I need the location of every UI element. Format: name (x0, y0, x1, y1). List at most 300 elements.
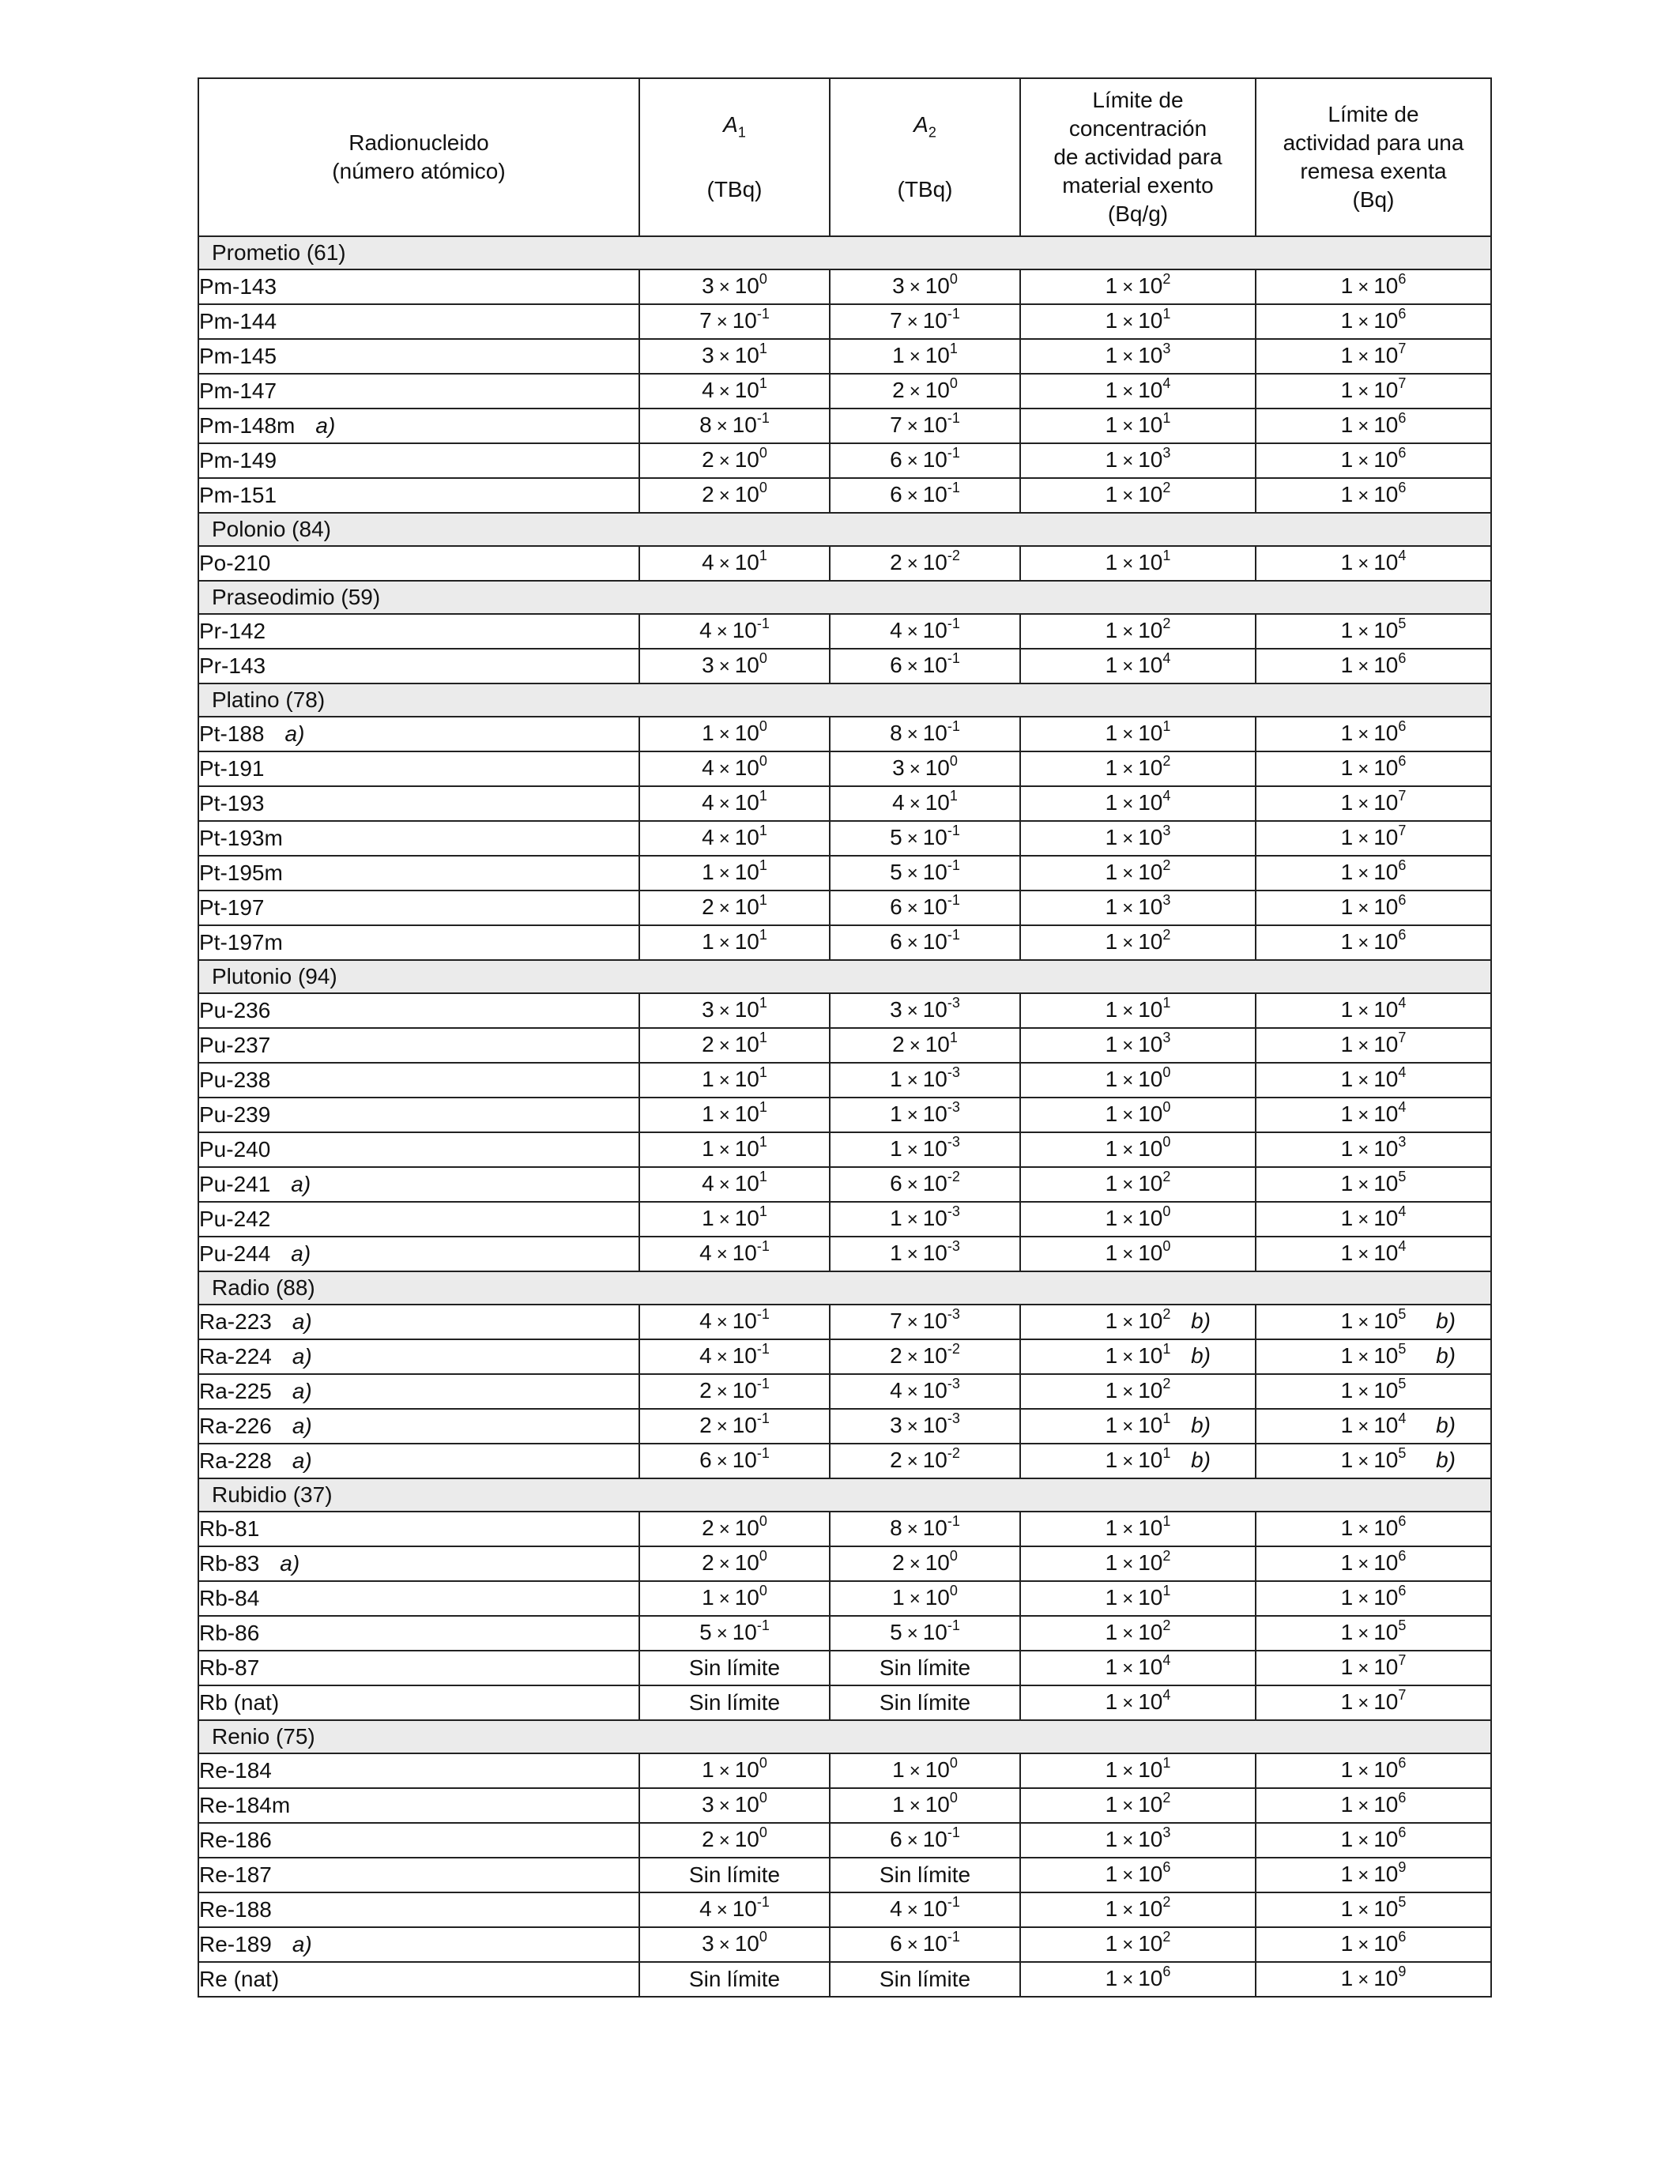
times-symbol: × (1358, 828, 1369, 849)
mantissa: 1 (1340, 550, 1354, 574)
base-ten: 10 (734, 653, 759, 677)
base-ten: 10 (922, 825, 947, 849)
value-cell (830, 1444, 1020, 1478)
value-cell (1020, 1237, 1256, 1271)
mantissa: 1 (1105, 1516, 1118, 1540)
times-symbol: × (1122, 932, 1134, 954)
nuclide-name: Ra-224 (199, 1344, 272, 1369)
exponent: 3 (1162, 1030, 1171, 1045)
nuclide-name: Pm-143 (199, 274, 277, 299)
value-cell (1020, 786, 1256, 821)
value-cell (639, 1616, 830, 1651)
mantissa: 5 (890, 860, 902, 884)
times-symbol: × (1122, 1760, 1134, 1782)
exponent: 1 (1162, 1410, 1171, 1426)
times-symbol: × (1122, 898, 1134, 919)
mantissa: 1 (1105, 1966, 1118, 1990)
value-cell (1020, 304, 1256, 339)
base-ten: 10 (925, 1792, 950, 1817)
nuclide-cell (198, 1962, 639, 1997)
value-cell (830, 1685, 1020, 1720)
times-symbol: × (1122, 1416, 1134, 1437)
exponent: 1 (1162, 306, 1171, 322)
value-cell (1256, 1546, 1491, 1581)
base-ten: 10 (734, 1101, 759, 1126)
times-symbol: × (909, 277, 921, 298)
table-row (198, 1305, 1491, 1339)
value-cell (1256, 443, 1491, 478)
mantissa: 2 (890, 550, 902, 574)
times-symbol: × (906, 621, 918, 642)
exponent: 1 (1162, 1583, 1171, 1598)
nuclide-cell (198, 1444, 639, 1478)
base-ten: 10 (1373, 790, 1399, 815)
exponent: -1 (756, 1341, 770, 1357)
exponent: 4 (1398, 1410, 1407, 1426)
value-cell (639, 614, 830, 649)
times-symbol: × (718, 898, 730, 919)
value-cell (1256, 1927, 1491, 1962)
base-ten: 10 (732, 1413, 757, 1437)
times-symbol: × (1358, 1105, 1369, 1126)
mantissa: 4 (699, 1343, 712, 1368)
exponent: -2 (947, 1445, 960, 1461)
nuclide-name: Pt-193 (199, 791, 265, 815)
exponent: 1 (1162, 718, 1171, 734)
nuclide-cell (198, 856, 639, 891)
value-cell (1020, 546, 1256, 581)
value-cell (830, 1028, 1020, 1063)
group-row (198, 1478, 1491, 1512)
base-ten: 10 (1373, 447, 1399, 472)
mantissa: 1 (892, 1585, 905, 1610)
footnote-marker: a) (280, 1551, 300, 1576)
base-ten: 10 (732, 618, 757, 642)
value-cell (830, 1616, 1020, 1651)
table-row (198, 1823, 1491, 1858)
mantissa: 1 (1340, 755, 1354, 780)
mantissa: 5 (699, 1620, 712, 1644)
nuclide-name: Ra-228 (199, 1448, 272, 1473)
times-symbol: × (718, 1760, 730, 1782)
times-symbol: × (718, 1830, 730, 1851)
mantissa: 1 (1105, 1378, 1118, 1403)
mantissa: 1 (1340, 1827, 1354, 1851)
exponent: -1 (947, 445, 960, 461)
base-ten: 10 (925, 755, 950, 780)
mantissa: 1 (1105, 447, 1118, 472)
exponent: -1 (947, 1894, 960, 1910)
base-ten: 10 (1373, 997, 1399, 1022)
mantissa: 1 (1105, 1931, 1118, 1956)
base-ten: 10 (732, 1343, 757, 1368)
base-ten: 10 (734, 1931, 759, 1956)
mantissa: 1 (1340, 1309, 1354, 1333)
times-symbol: × (718, 724, 730, 745)
mantissa: 1 (1340, 790, 1354, 815)
mantissa: 8 (890, 721, 902, 745)
base-ten: 10 (1138, 308, 1163, 333)
times-symbol: × (1358, 1760, 1369, 1782)
group-row (198, 1271, 1491, 1305)
exponent: 0 (1162, 1064, 1171, 1080)
value-cell (1020, 1028, 1256, 1063)
times-symbol: × (1358, 1658, 1369, 1679)
mantissa: 1 (702, 1757, 714, 1782)
table-row (198, 1788, 1491, 1823)
mantissa: 1 (1340, 825, 1354, 849)
value-cell (1256, 1616, 1491, 1651)
value-cell (1256, 786, 1491, 821)
times-symbol: × (716, 621, 728, 642)
value-cell (1020, 821, 1256, 856)
times-symbol: × (718, 485, 730, 506)
table-row (198, 443, 1491, 478)
base-ten: 10 (1373, 1378, 1399, 1403)
exponent: 1 (949, 1030, 958, 1045)
base-ten: 10 (1373, 1620, 1399, 1644)
value-cell (639, 1581, 830, 1616)
base-ten: 10 (1138, 1206, 1163, 1230)
header-conc-line: material exento (1062, 173, 1214, 198)
exponent: -3 (947, 1306, 960, 1322)
mantissa: 4 (699, 1896, 712, 1921)
exponent: 2 (1162, 1617, 1171, 1633)
group-name: Plutonio (94) (198, 960, 1491, 993)
exponent: 4 (1162, 650, 1171, 666)
base-ten: 10 (1138, 1241, 1163, 1265)
nuclide-name: Rb-83 (199, 1551, 260, 1576)
base-ten: 10 (734, 894, 759, 919)
exponent: -1 (947, 306, 960, 322)
exponent: 1 (759, 823, 767, 838)
times-symbol: × (718, 1553, 730, 1575)
value-cell (1020, 1858, 1256, 1892)
nuclide-name: Pm-151 (199, 483, 277, 507)
table-row (198, 717, 1491, 751)
mantissa: 4 (890, 1896, 902, 1921)
nuclide-name: Pt-197 (199, 895, 265, 920)
exponent: 6 (1398, 1790, 1407, 1806)
nuclide-cell (198, 717, 639, 751)
times-symbol: × (716, 1416, 728, 1437)
nuclide-cell (198, 546, 639, 581)
exponent: 3 (1162, 1824, 1171, 1840)
nuclide-name: Pm-149 (199, 448, 277, 473)
nuclide-name: Ra-223 (199, 1309, 272, 1334)
exponent: 9 (1398, 1964, 1407, 1979)
value-cell (830, 1927, 1020, 1962)
mantissa: 1 (1105, 1343, 1118, 1368)
value-cell (830, 478, 1020, 513)
value-cell (1256, 856, 1491, 891)
mantissa: 2 (890, 1343, 902, 1368)
value-cell (1256, 1444, 1491, 1478)
times-symbol: × (1358, 1969, 1369, 1990)
exponent: 0 (949, 375, 958, 391)
exponent: 6 (1398, 1583, 1407, 1598)
exponent: -1 (756, 410, 770, 426)
nuclide-name: Pt-191 (199, 756, 265, 781)
value-cell (1020, 1892, 1256, 1927)
no-limit-text: Sin límite (688, 1655, 781, 1680)
nuclide-name: Pu-240 (199, 1137, 271, 1162)
mantissa: 1 (1340, 1655, 1354, 1679)
times-symbol: × (906, 724, 918, 745)
mantissa: 6 (890, 929, 902, 954)
base-ten: 10 (1373, 1032, 1399, 1056)
base-ten: 10 (734, 721, 759, 745)
nuclide-name: Pu-239 (199, 1102, 271, 1127)
mantissa: 4 (702, 790, 714, 815)
times-symbol: × (1358, 1865, 1369, 1886)
base-ten: 10 (1373, 721, 1399, 745)
times-symbol: × (1358, 1588, 1369, 1610)
mantissa: 1 (702, 721, 714, 745)
exponent: 2 (1162, 1306, 1171, 1322)
value-cell (1256, 304, 1491, 339)
times-symbol: × (1358, 1900, 1369, 1921)
times-symbol: × (1122, 450, 1134, 472)
exponent: 2 (1162, 1376, 1171, 1391)
base-ten: 10 (1138, 997, 1163, 1022)
mantissa: 1 (1340, 1896, 1354, 1921)
mantissa: 4 (702, 755, 714, 780)
mantissa: 3 (890, 1413, 902, 1437)
base-ten: 10 (1373, 378, 1399, 402)
value-cell (1020, 1444, 1256, 1478)
exponent: -1 (947, 410, 960, 426)
mantissa: 1 (1340, 1378, 1354, 1403)
times-symbol: × (1122, 1519, 1134, 1540)
mantissa: 1 (1340, 1413, 1354, 1437)
exponent: 2 (1162, 616, 1171, 631)
value-cell (830, 1512, 1020, 1546)
mantissa: 1 (892, 343, 905, 367)
exponent: 6 (1398, 892, 1407, 908)
mantissa: 1 (1105, 412, 1118, 437)
mantissa: 1 (1105, 755, 1118, 780)
value-cell (1020, 1063, 1256, 1098)
times-symbol: × (1122, 759, 1134, 780)
exponent: -3 (947, 1064, 960, 1080)
footnote-marker: a) (292, 1414, 312, 1438)
base-ten: 10 (1138, 1136, 1163, 1161)
nuclide-name: Re-189 (199, 1932, 272, 1956)
value-cell (830, 1651, 1020, 1685)
value-cell (639, 1858, 830, 1892)
base-ten: 10 (1373, 273, 1399, 298)
table-row (198, 1858, 1491, 1892)
base-ten: 10 (1373, 1757, 1399, 1782)
times-symbol: × (1122, 863, 1134, 884)
value-cell (1256, 546, 1491, 581)
footnote-marker: a) (292, 1379, 312, 1403)
times-symbol: × (1358, 759, 1369, 780)
base-ten: 10 (922, 412, 947, 437)
base-ten: 10 (922, 1206, 947, 1230)
mantissa: 2 (702, 482, 714, 506)
value-cell (830, 1374, 1020, 1409)
value-cell (1020, 1581, 1256, 1616)
base-ten: 10 (1373, 1516, 1399, 1540)
value-cell (1020, 1546, 1256, 1581)
mantissa: 1 (1340, 1101, 1354, 1126)
times-symbol: × (716, 1244, 728, 1265)
group-row (198, 513, 1491, 546)
base-ten: 10 (1373, 618, 1399, 642)
exponent: 4 (1398, 1099, 1407, 1115)
times-symbol: × (718, 1795, 730, 1817)
exponent: 1 (759, 995, 767, 1011)
footnote-marker: a) (292, 1932, 312, 1956)
times-symbol: × (906, 1244, 918, 1265)
base-ten: 10 (925, 1585, 950, 1610)
mantissa: 6 (699, 1448, 712, 1472)
base-ten: 10 (1373, 1413, 1399, 1437)
mantissa: 7 (890, 308, 902, 333)
times-symbol: × (716, 416, 728, 437)
no-limit-text: Sin límite (688, 1862, 781, 1887)
times-symbol: × (1358, 1209, 1369, 1230)
exponent: 0 (759, 718, 767, 734)
exponent: 2 (1162, 1929, 1171, 1945)
base-ten: 10 (734, 1516, 759, 1540)
header-concentration-limit (1020, 78, 1256, 236)
value-cell (639, 856, 830, 891)
header-radionuclide (198, 78, 639, 236)
nuclide-cell (198, 374, 639, 409)
mantissa: 1 (1105, 1171, 1118, 1196)
mantissa: 1 (1340, 378, 1354, 402)
value-cell (1256, 1512, 1491, 1546)
exponent: 4 (1398, 995, 1407, 1011)
nuclide-cell (198, 1374, 639, 1409)
mantissa: 1 (1340, 447, 1354, 472)
times-symbol: × (718, 1139, 730, 1161)
value-cell (830, 925, 1020, 960)
times-symbol: × (716, 1312, 728, 1333)
mantissa: 2 (702, 1550, 714, 1575)
base-ten: 10 (925, 343, 950, 367)
times-symbol: × (1358, 1035, 1369, 1056)
times-symbol: × (1122, 1900, 1134, 1921)
mantissa: 3 (892, 273, 905, 298)
exponent: 0 (759, 271, 767, 287)
mantissa: 1 (892, 1757, 905, 1782)
value-cell (1256, 1651, 1491, 1685)
exponent: 5 (1398, 616, 1407, 631)
times-symbol: × (718, 863, 730, 884)
mantissa: 1 (1105, 1689, 1118, 1714)
base-ten: 10 (922, 1136, 947, 1161)
mantissa: 3 (702, 653, 714, 677)
times-symbol: × (718, 381, 730, 402)
exponent: 1 (1162, 1755, 1171, 1771)
base-ten: 10 (1373, 482, 1399, 506)
times-symbol: × (906, 932, 918, 954)
base-ten: 10 (1373, 653, 1399, 677)
header-conc-line: de actividad para (1053, 145, 1222, 169)
nuclide-cell (198, 1616, 639, 1651)
group-row (198, 960, 1491, 993)
exponent: -1 (756, 1306, 770, 1322)
times-symbol: × (1122, 553, 1134, 574)
times-symbol: × (1358, 1623, 1369, 1644)
nuclide-name: Rb-81 (199, 1516, 260, 1541)
value-cell (830, 374, 1020, 409)
nuclide-name: Rb (nat) (199, 1690, 280, 1715)
nuclide-cell (198, 1927, 639, 1962)
table-row (198, 269, 1491, 304)
exponent: 6 (1398, 857, 1407, 873)
base-ten: 10 (922, 482, 947, 506)
value-cell (1020, 1651, 1256, 1685)
nuclide-cell (198, 1167, 639, 1202)
nuclide-cell (198, 1581, 639, 1616)
mantissa: 1 (1340, 721, 1354, 745)
footnote-marker: a) (315, 413, 336, 438)
nuclide-cell (198, 478, 639, 513)
mantissa: 1 (702, 1067, 714, 1091)
times-symbol: × (909, 1588, 921, 1610)
mantissa: 4 (702, 378, 714, 402)
value-cell (1020, 1202, 1256, 1237)
exponent: 6 (1398, 1548, 1407, 1564)
exponent: 1 (1162, 995, 1171, 1011)
mantissa: 1 (1105, 790, 1118, 815)
exponent: 6 (1398, 718, 1407, 734)
base-ten: 10 (1373, 1966, 1399, 1990)
exponent: -1 (947, 480, 960, 495)
base-ten: 10 (1138, 1655, 1163, 1679)
value-cell (1020, 1305, 1256, 1339)
mantissa: 1 (702, 860, 714, 884)
exponent: -1 (756, 616, 770, 631)
base-ten: 10 (1373, 1931, 1399, 1956)
table-row (198, 1339, 1491, 1374)
base-ten: 10 (1138, 378, 1163, 402)
exponent: -1 (947, 823, 960, 838)
base-ten: 10 (1138, 618, 1163, 642)
value-cell (1256, 1167, 1491, 1202)
value-cell (1020, 1512, 1256, 1546)
base-ten: 10 (1373, 1585, 1399, 1610)
value-cell (830, 1962, 1020, 1997)
base-ten: 10 (1373, 1689, 1399, 1714)
exponent: -1 (756, 1238, 770, 1254)
value-cell (1020, 443, 1256, 478)
table-row (198, 1202, 1491, 1237)
header-a1-unit: (TBq) (706, 176, 763, 201)
mantissa: 1 (1105, 1792, 1118, 1817)
value-cell (639, 1305, 830, 1339)
times-symbol: × (1122, 828, 1134, 849)
exponent: 6 (1398, 410, 1407, 426)
value-cell (830, 856, 1020, 891)
no-limit-text: Sin límite (879, 1967, 971, 1991)
base-ten: 10 (922, 1516, 947, 1540)
mantissa: 1 (1105, 860, 1118, 884)
exponent: 1 (759, 892, 767, 908)
header-row (198, 78, 1491, 236)
header-a2 (830, 78, 1020, 236)
mantissa: 1 (1340, 1862, 1354, 1886)
times-symbol: × (1122, 485, 1134, 506)
base-ten: 10 (734, 482, 759, 506)
exponent: 4 (1162, 788, 1171, 804)
header-act-line: actividad para una (1283, 130, 1464, 155)
